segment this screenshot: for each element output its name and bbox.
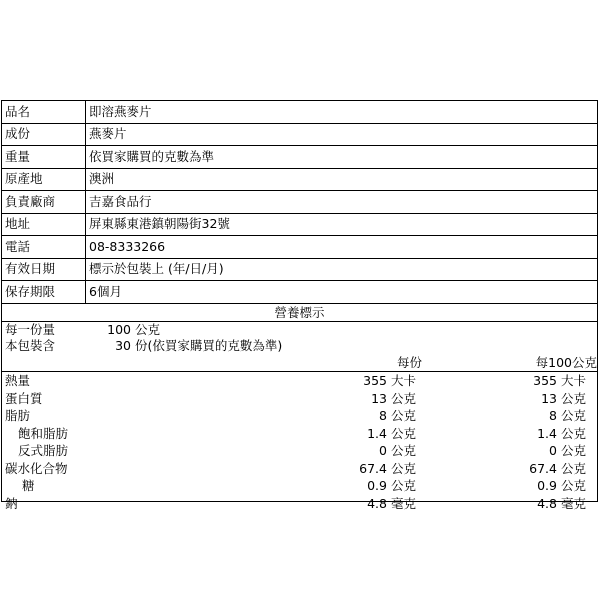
info-key: 保存期限 <box>2 281 86 304</box>
per-serving-value: 67.4 <box>359 460 387 476</box>
per-100g-unit: 毫克 <box>561 495 587 511</box>
per-100g-unit: 公克 <box>561 425 587 441</box>
info-value: 燕麥片 <box>86 123 598 146</box>
serving-info <box>2 322 597 354</box>
nutrition-title: 營養標示 <box>2 304 597 322</box>
product-info-table <box>2 101 597 304</box>
per-serving-unit: 公克 <box>391 390 417 406</box>
per-100g-unit: 公克 <box>561 478 587 493</box>
info-key: 成份 <box>2 123 86 146</box>
nutrient-row <box>2 460 597 478</box>
servings-unit: 份(依買家購買的克數為準) <box>135 337 283 353</box>
per-serving-unit: 公克 <box>391 408 417 423</box>
serving-size-unit: 公克 <box>135 321 161 337</box>
nutrient-name: 糖 <box>22 478 35 493</box>
nutrient-row <box>2 425 597 443</box>
info-key: 地址 <box>2 213 86 236</box>
per-serving-value: 4.8 <box>367 495 387 511</box>
info-row <box>2 168 597 191</box>
per-serving-value: 0 <box>379 443 387 458</box>
nutrient-name: 脂肪 <box>5 408 31 423</box>
nutrient-name: 熱量 <box>5 373 31 388</box>
per-100g-unit: 公克 <box>561 443 587 458</box>
per-serving-value: 1.4 <box>367 425 387 441</box>
per-serving-unit: 公克 <box>391 478 417 493</box>
info-row <box>2 281 597 304</box>
nutrient-row <box>2 477 597 495</box>
info-row <box>2 236 597 259</box>
per-100g-value: 8 <box>549 408 557 423</box>
per-100g-value: 0 <box>549 443 557 458</box>
info-key: 有效日期 <box>2 258 86 281</box>
info-value: 依買家購買的克數為準 <box>86 146 598 169</box>
per-100g-unit: 公克 <box>561 408 587 423</box>
per-100g-unit: 公克 <box>561 390 587 406</box>
nutrition-header-row <box>2 354 597 373</box>
per-100g-value: 1.4 <box>537 425 557 441</box>
per-100g-value: 4.8 <box>537 495 557 511</box>
info-row <box>2 213 597 236</box>
info-value: 標示於包裝上 (年/日/月) <box>86 258 598 281</box>
serving-size-label: 每一份量 <box>5 321 56 337</box>
per-100g-unit: 大卡 <box>561 373 587 388</box>
info-row <box>2 146 597 169</box>
per-serving-value: 8 <box>379 408 387 423</box>
product-info-sheet <box>1 100 598 511</box>
per-100g-unit: 公克 <box>561 460 587 476</box>
servings-value: 30 <box>115 337 131 353</box>
info-key: 電話 <box>2 236 86 259</box>
per-100g-value: 67.4 <box>529 460 557 476</box>
nutrient-name: 蛋白質 <box>5 390 43 406</box>
nutrient-row <box>2 442 597 460</box>
nutrient-name: 反式脂肪 <box>18 443 69 458</box>
servings-label: 本包裝含 <box>5 337 56 353</box>
nutrient-row <box>2 372 597 390</box>
col-per-serving: 每份 <box>396 354 422 370</box>
per-100g-value: 13 <box>541 390 557 406</box>
info-key: 重量 <box>2 146 86 169</box>
info-value: 吉嘉食品行 <box>86 191 598 214</box>
info-row <box>2 123 597 146</box>
info-key: 原產地 <box>2 168 86 191</box>
info-value: 08-8333266 <box>86 236 598 259</box>
info-key: 品名 <box>2 101 86 123</box>
nutrition-table <box>2 354 597 513</box>
info-value: 即溶燕麥片 <box>86 101 598 123</box>
servings-row <box>5 338 597 354</box>
serving-size-row <box>5 322 597 338</box>
col-per-100g: 每100公克 <box>535 354 597 370</box>
serving-size-value: 100 <box>107 321 131 337</box>
per-serving-unit: 公克 <box>391 443 417 458</box>
info-row <box>2 191 597 214</box>
info-value: 屏東縣東港鎮朝陽街32號 <box>86 213 598 236</box>
per-serving-value: 0.9 <box>367 478 387 493</box>
per-serving-value: 355 <box>363 373 387 388</box>
per-100g-value: 0.9 <box>537 478 557 493</box>
nutrient-row <box>2 390 597 408</box>
per-serving-unit: 公克 <box>391 460 417 476</box>
nutrient-name: 鈉 <box>5 495 18 511</box>
nutrient-name: 飽和脂肪 <box>18 425 69 441</box>
nutrient-row <box>2 495 597 513</box>
per-serving-unit: 毫克 <box>391 495 417 511</box>
per-serving-value: 13 <box>371 390 387 406</box>
per-100g-value: 355 <box>533 373 557 388</box>
info-value: 6個月 <box>86 281 598 304</box>
info-key: 負責廠商 <box>2 191 86 214</box>
info-row <box>2 258 597 281</box>
info-row <box>2 101 597 123</box>
per-serving-unit: 大卡 <box>391 373 417 388</box>
per-serving-unit: 公克 <box>391 425 417 441</box>
nutrient-row <box>2 407 597 425</box>
info-value: 澳洲 <box>86 168 598 191</box>
nutrient-name: 碳水化合物 <box>5 460 68 476</box>
